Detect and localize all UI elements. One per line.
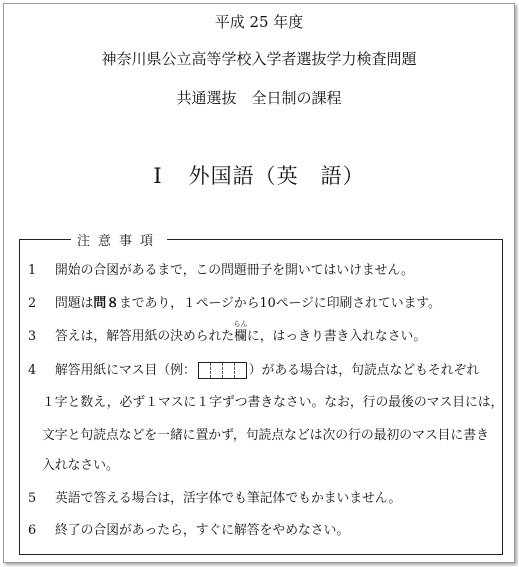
ruby-word — [233, 320, 248, 345]
masu-example-box — [198, 362, 247, 379]
notice-title: 注意事項 — [71, 230, 167, 249]
notice-item-3 — [28, 320, 427, 345]
notice-item-4 — [28, 362, 479, 379]
exam-title: 神奈川県公立高等学校入学者選抜学力検査問題 — [101, 50, 417, 68]
notice-item-5 — [28, 491, 401, 507]
notice-item-1 — [28, 263, 414, 279]
item-number: 4 — [28, 363, 37, 378]
item-text: 答えは，解答用紙の決められた — [55, 329, 235, 344]
ruby-reading: らん — [233, 320, 248, 328]
course-name: 共通選抜 全日制の課程 — [176, 89, 342, 107]
ruby-base: 欄 — [234, 329, 247, 344]
item-number: 3 — [28, 329, 37, 344]
item-text: 英語で答える場合は，活字体でも筆記体でもかまいません。 — [55, 491, 402, 506]
item-text: に，はっきり書き入れなさい。 — [246, 329, 427, 344]
item-bold-text: 問８ — [93, 296, 119, 311]
subject-title — [4, 160, 514, 190]
item-number: 5 — [28, 491, 37, 506]
item-text: まであり，１ページから10ページに印刷されています。 — [118, 296, 441, 311]
notice-item-4-line-2: １字と数え，必ず１マスに１字ずつ書きなさい。なお，行の最後のマス目には， — [42, 395, 504, 410]
subject-name: 外国語（英 語） — [188, 164, 365, 188]
notice-item-4-line-4: 入れなさい。 — [42, 458, 119, 473]
item-text: 開始の合図があるまで，この問題冊子を開いてはいけません。 — [55, 263, 414, 278]
exam-cover-page — [3, 3, 515, 563]
notice-box — [19, 234, 504, 555]
item-text: 終了の合図があったら，すぐに解答をやめなさい。 — [55, 523, 350, 538]
item-number: 1 — [28, 263, 37, 278]
notice-item-6 — [28, 523, 349, 539]
item-text: ）がある場合は，句読点などもそれぞれ — [248, 363, 480, 378]
item-number: 2 — [28, 296, 37, 311]
notice-item-4-line-3: 文字と句読点などを一緒に置かず，句読点などは次の行の最初のマス目に書き — [42, 428, 489, 443]
item-text: 解答用紙にマス目（例： — [55, 363, 196, 378]
item-text: 問題は — [55, 296, 94, 311]
notice-item-2 — [28, 296, 441, 312]
item-number: 6 — [28, 523, 37, 538]
exam-year: 平成 25 年度 — [214, 13, 304, 31]
subject-number: I — [153, 164, 163, 188]
